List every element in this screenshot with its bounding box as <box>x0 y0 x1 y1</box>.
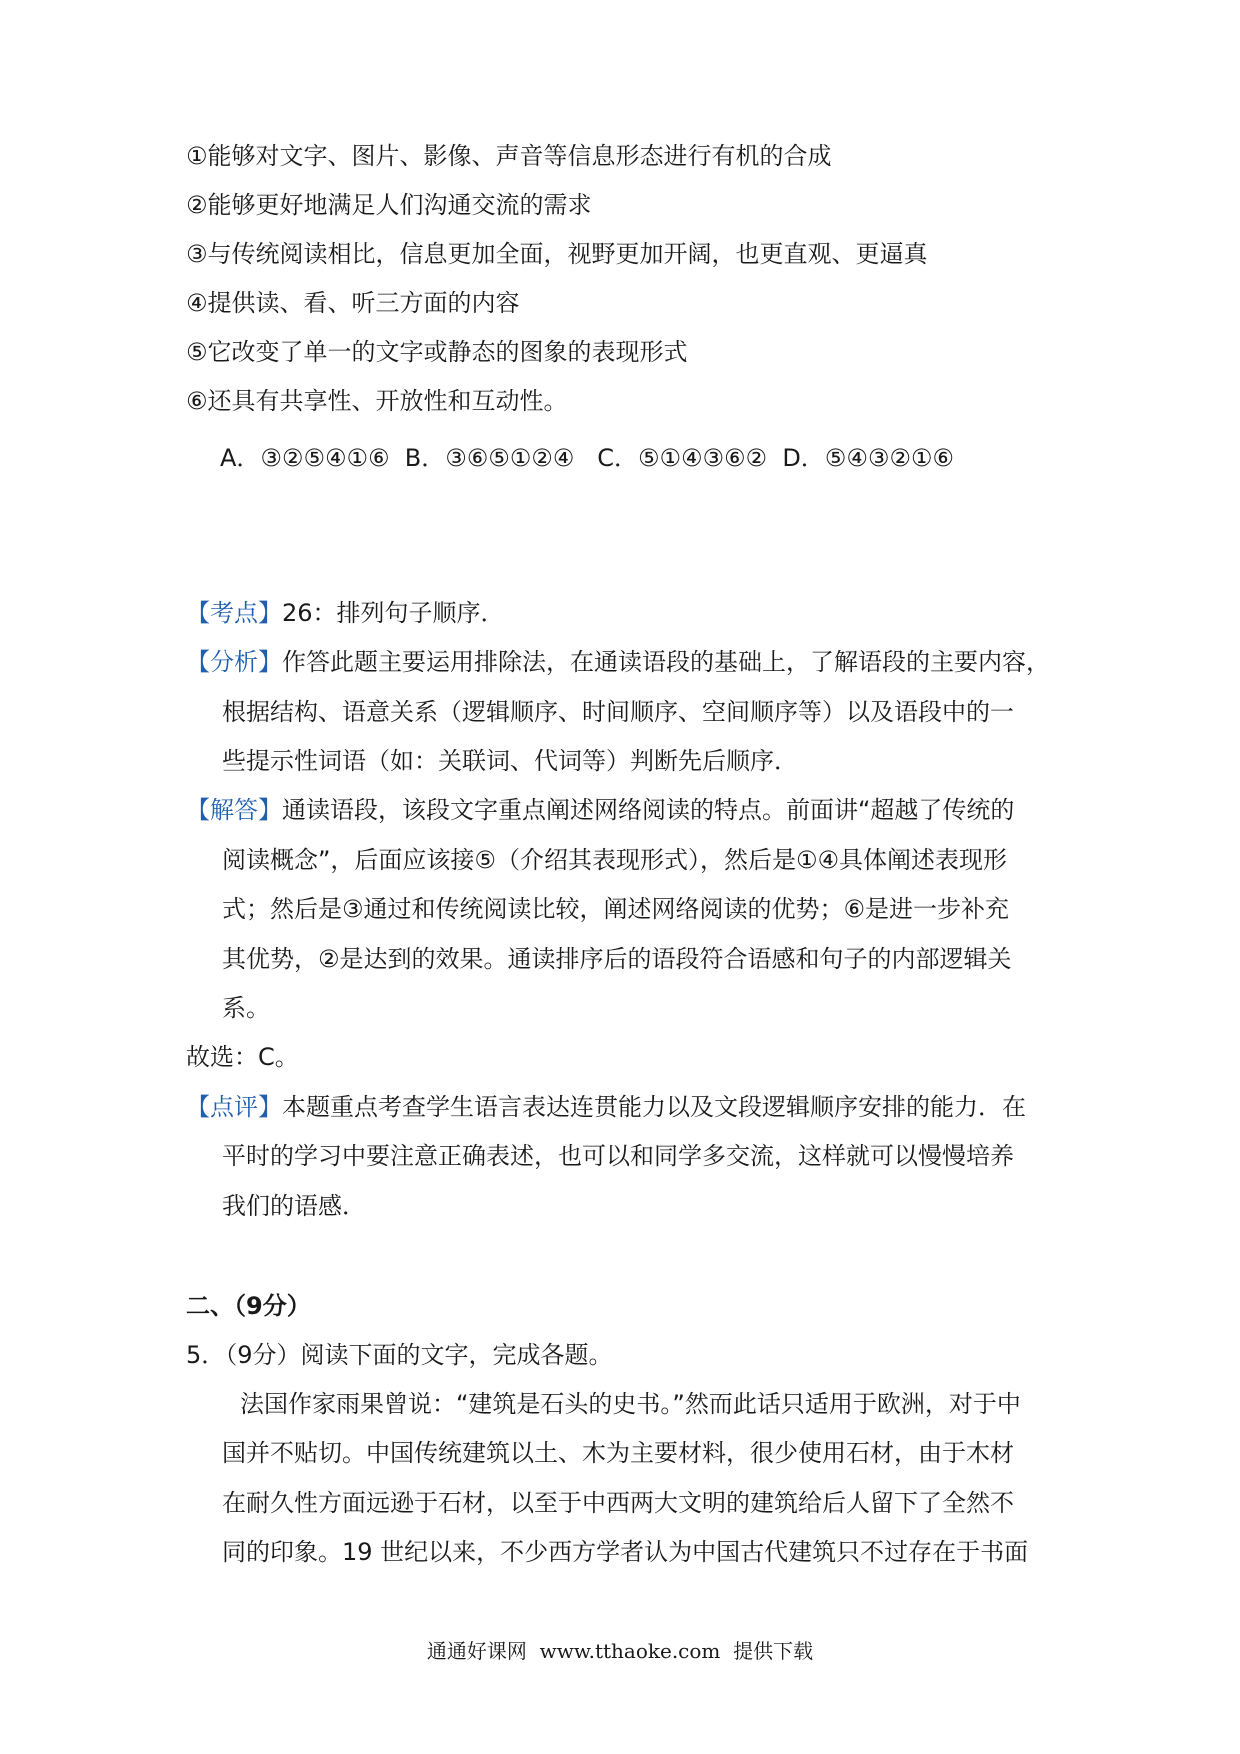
final-answer: 故选：C。 <box>186 1043 299 1071</box>
fenxi-line-1: 作答此题主要运用排除法，在通读语段的基础上，了解语段的主要内容， <box>282 648 1050 676</box>
kaodian-text: 26：排列句子顺序． <box>282 599 505 627</box>
jieda-tag: 【解答】 <box>186 796 282 824</box>
dianping-row <box>186 1090 1026 1124</box>
fenxi-row <box>186 645 1050 679</box>
jieda-row <box>186 793 1014 827</box>
passage-line-1: 法国作家雨果曾说：“建筑是石头的史书。”然而此话只适用于欧洲，对于中 <box>240 1390 1021 1418</box>
passage-line-2: 国并不贴切。中国传统建筑以土、木为主要材料，很少使用石材，由于木材 <box>222 1439 1014 1467</box>
item-5: ⑤它改变了单一的文字或静态的图象的表现形式 <box>186 338 688 366</box>
page-footer: 通通好课网 www.tthaoke.com 提供下载 <box>426 1639 814 1663</box>
item-3: ③与传统阅读相比，信息更加全面，视野更加开阔，也更直观、更逼真 <box>186 240 928 268</box>
fenxi-line-2: 根据结构、语意关系（逻辑顺序、时间顺序、空间顺序等）以及语段中的一 <box>222 698 1014 726</box>
fenxi-line-3: 些提示性词语（如：关联词、代词等）判断先后顺序． <box>222 747 798 775</box>
jieda-line-2: 阅读概念”，后面应该接⑤（介绍其表现形式），然后是①④具体阐述表现形 <box>222 846 1007 874</box>
jieda-line-5: 系。 <box>222 994 270 1022</box>
jieda-line-3: 式；然后是③通过和传统阅读比较，阐述网络阅读的优势；⑥是进一步补充 <box>222 895 1010 923</box>
dianping-line-3: 我们的语感． <box>222 1192 366 1220</box>
dianping-line-1: 本题重点考查学生语言表达连贯能力以及文段逻辑顺序安排的能力．在 <box>282 1093 1026 1121</box>
passage-line-3: 在耐久性方面远逊于石材，以至于中西两大文明的建筑给后人留下了全然不 <box>222 1489 1014 1517</box>
fenxi-tag: 【分析】 <box>186 648 282 676</box>
answer-options: A．③②⑤④①⑥ B．③⑥⑤①②④ C．⑤①④③⑥② D．⑤④③②①⑥ <box>220 444 954 472</box>
jieda-line-1: 通读语段，该段文字重点阐述网络阅读的特点。前面讲“超越了传统的 <box>282 796 1015 824</box>
section-heading: 二、（9分） <box>186 1292 311 1320</box>
question-5: 5．（9分）阅读下面的文字，完成各题。 <box>186 1341 613 1369</box>
item-1: ①能够对文字、图片、影像、声音等信息形态进行有机的合成 <box>186 142 832 170</box>
kaodian-row <box>186 596 505 630</box>
jieda-line-4: 其优势，②是达到的效果。通读排序后的语段符合语感和句子的内部逻辑关 <box>222 945 1012 973</box>
dianping-tag: 【点评】 <box>186 1093 282 1121</box>
dianping-line-2: 平时的学习中要注意正确表述，也可以和同学多交流，这样就可以慢慢培养 <box>222 1142 1014 1170</box>
kaodian-tag: 【考点】 <box>186 599 282 627</box>
item-4: ④提供读、看、听三方面的内容 <box>186 289 520 317</box>
passage-line-4: 同的印象。19 世纪以来，不少西方学者认为中国古代建筑只不过存在于书面 <box>222 1538 1029 1566</box>
item-2: ②能够更好地满足人们沟通交流的需求 <box>186 191 592 219</box>
item-6: ⑥还具有共享性、开放性和互动性。 <box>186 387 568 415</box>
